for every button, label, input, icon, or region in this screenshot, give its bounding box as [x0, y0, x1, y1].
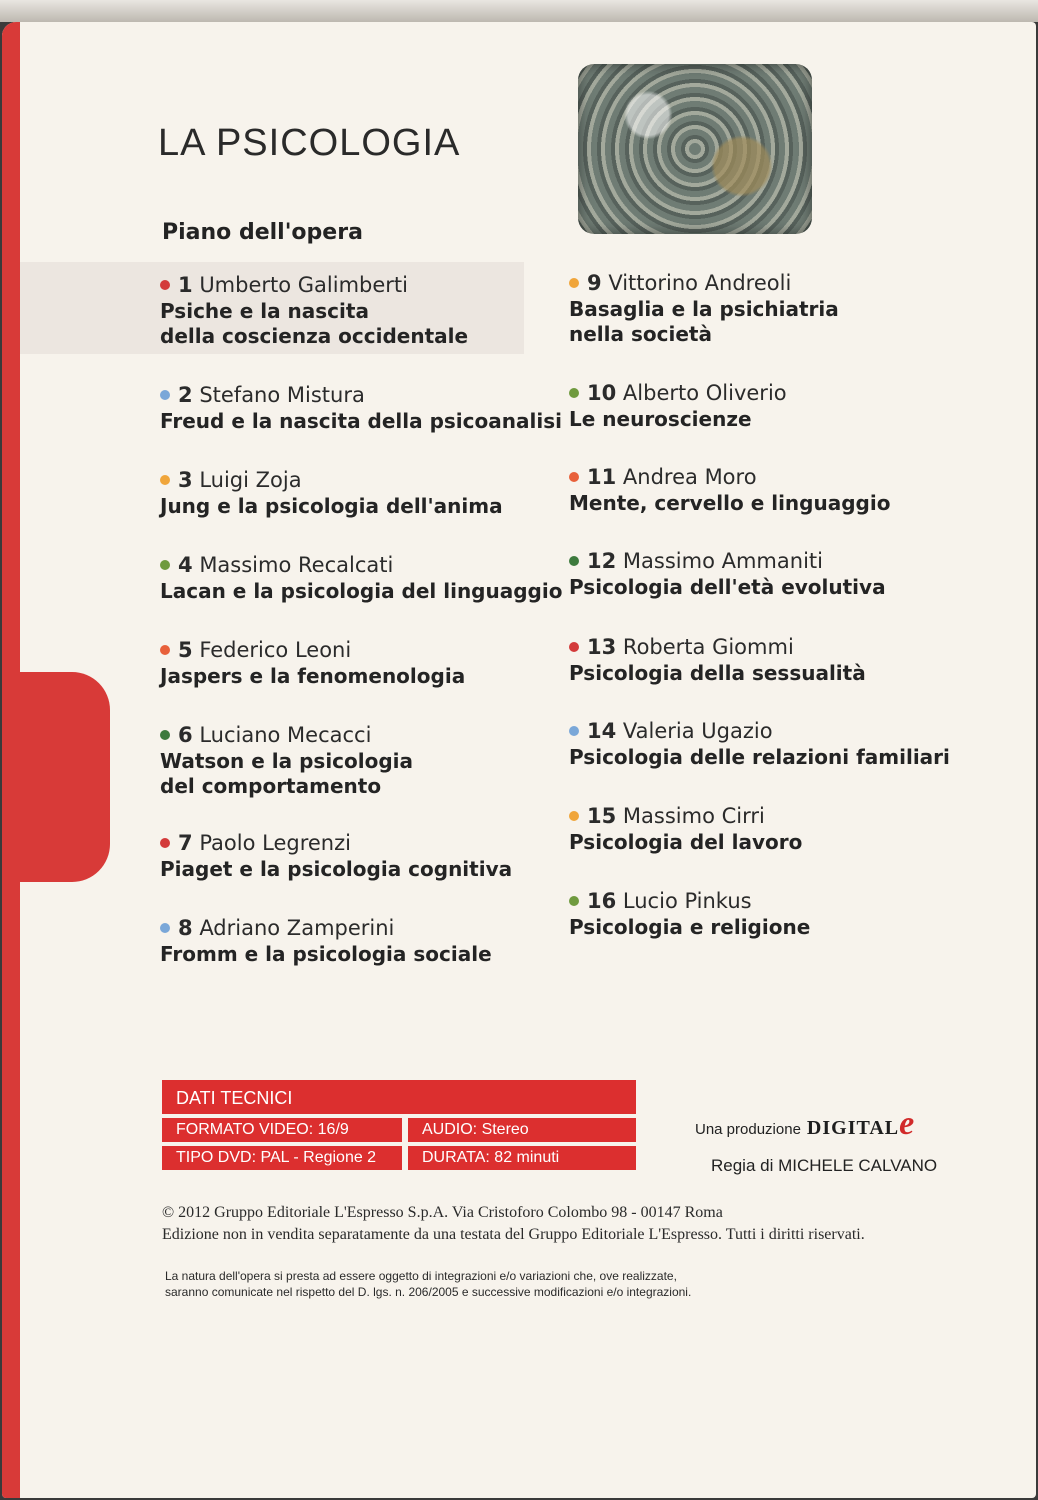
technical-data-row — [162, 1146, 636, 1170]
bullet-dot-icon — [160, 923, 170, 933]
volume-entry — [160, 467, 503, 519]
volume-entry — [160, 830, 512, 882]
hologram-seal — [578, 64, 812, 234]
volume-title: Jung e la psicologia dell'anima — [160, 494, 503, 518]
volume-entry — [569, 548, 886, 600]
volume-title: Psiche e la nascita — [160, 299, 369, 323]
bullet-dot-icon — [569, 556, 579, 566]
volume-number: 13 — [587, 635, 617, 659]
volume-title: nella società — [569, 322, 712, 346]
volume-heading — [160, 272, 468, 299]
volume-heading — [160, 722, 413, 749]
volume-author: Luigi Zoja — [199, 468, 302, 492]
volume-title: Mente, cervello e linguaggio — [569, 491, 891, 515]
volume-title: Psicologia e religione — [569, 915, 811, 939]
volume-entry — [569, 380, 787, 432]
volume-number: 11 — [587, 465, 617, 489]
case-top-edge — [0, 0, 1038, 22]
volume-entry — [160, 552, 562, 604]
legal-line: saranno comunicate nel rispetto del D. lgs. n. 206/2005 e successive modificazioni e/o integrazioni. — [165, 1285, 692, 1299]
bullet-dot-icon — [160, 560, 170, 570]
volume-number: 7 — [178, 831, 193, 855]
volume-number: 15 — [587, 804, 617, 828]
volume-entry — [160, 382, 562, 434]
volume-title: Freud e la nascita della psicoanalisi — [160, 409, 562, 433]
volume-heading — [160, 637, 465, 664]
volume-author: Valeria Ugazio — [622, 719, 773, 743]
bullet-dot-icon — [160, 390, 170, 400]
volume-author: Massimo Ammaniti — [622, 549, 823, 573]
technical-data — [162, 1080, 636, 1170]
volume-entry — [569, 718, 950, 770]
volume-entry — [569, 270, 839, 347]
digitale-logo — [807, 1105, 915, 1143]
volume-heading — [160, 915, 492, 942]
volume-number: 10 — [587, 381, 617, 405]
volume-number: 1 — [178, 273, 193, 297]
page-title: LA PSICOLOGIA — [158, 122, 461, 164]
bullet-dot-icon — [569, 388, 579, 398]
volume-entry — [569, 888, 810, 940]
volume-title: Watson e la psicologia — [160, 749, 414, 773]
bullet-dot-icon — [569, 726, 579, 736]
volume-title: Basaglia e la psichiatria — [569, 297, 839, 321]
volume-author: Massimo Recalcati — [199, 553, 394, 577]
video-format: FORMATO VIDEO: 16/9 — [162, 1118, 402, 1142]
bullet-dot-icon — [160, 280, 170, 290]
director-credit: Regia di MICHELE CALVANO — [711, 1156, 938, 1175]
volume-number: 3 — [178, 468, 193, 492]
bullet-dot-icon — [569, 642, 579, 652]
volume-entry — [160, 722, 413, 799]
volume-entry — [569, 464, 890, 516]
volume-entry — [569, 803, 802, 855]
volume-entry — [160, 637, 465, 689]
volume-heading — [160, 830, 512, 857]
bullet-dot-icon — [160, 838, 170, 848]
legal-line: La natura dell'opera si presta ad essere oggetto di integrazioni e/o variazioni che, ove realizzate, — [165, 1269, 677, 1283]
volume-author: Adriano Zamperini — [199, 916, 395, 940]
bullet-dot-icon — [160, 645, 170, 655]
production-credit — [695, 1105, 915, 1143]
dvd-back-cover — [2, 22, 1036, 1498]
volume-heading — [569, 718, 950, 745]
volume-author: Andrea Moro — [622, 465, 757, 489]
bullet-dot-icon — [160, 475, 170, 485]
volume-number: 16 — [587, 889, 617, 913]
volume-author: Umberto Galimberti — [199, 273, 408, 297]
logo-accent: e — [899, 1105, 916, 1142]
volume-heading — [569, 888, 810, 915]
duration: DURATA: 82 minuti — [408, 1146, 636, 1170]
volume-number: 14 — [587, 719, 617, 743]
copyright-notice — [162, 1202, 865, 1246]
volume-entry — [569, 634, 866, 686]
volume-heading — [160, 467, 503, 494]
volume-heading — [569, 548, 886, 575]
bullet-dot-icon — [569, 278, 579, 288]
volume-title: Psicologia delle relazioni familiari — [569, 745, 950, 769]
dvd-type: TIPO DVD: PAL - Regione 2 — [162, 1146, 402, 1170]
volume-title: Fromm e la psicologia sociale — [160, 942, 492, 966]
production-label: Una produzione — [695, 1121, 801, 1138]
volume-heading — [160, 552, 562, 579]
section-title: Piano dell'opera — [162, 220, 363, 245]
volume-title: Jaspers e la fenomenologia — [160, 664, 466, 688]
bullet-dot-icon — [569, 472, 579, 482]
volume-author: Lucio Pinkus — [622, 889, 752, 913]
volume-author: Federico Leoni — [199, 638, 352, 662]
volume-heading — [160, 382, 562, 409]
volume-heading — [569, 803, 802, 830]
copyright-line: Edizione non in vendita separatamente da una testata del Gruppo Editoriale L'Espresso. Tutti i diritti riservati. — [162, 1226, 865, 1243]
volume-entry — [160, 272, 468, 349]
volume-number: 12 — [587, 549, 617, 573]
volume-number: 4 — [178, 553, 193, 577]
volume-number: 6 — [178, 723, 193, 747]
volume-author: Luciano Mecacci — [199, 723, 372, 747]
volume-number: 8 — [178, 916, 193, 940]
volume-author: Massimo Cirri — [622, 804, 765, 828]
volume-title: Lacan e la psicologia del linguaggio — [160, 579, 563, 603]
volume-title: Psicologia dell'età evolutiva — [569, 575, 886, 599]
volume-title: Le neuroscienze — [569, 407, 752, 431]
volume-title: Piaget e la psicologia cognitiva — [160, 857, 513, 881]
red-tab — [2, 672, 110, 882]
legal-notice — [165, 1268, 691, 1300]
volume-number: 9 — [587, 271, 602, 295]
bullet-dot-icon — [569, 811, 579, 821]
bullet-dot-icon — [160, 730, 170, 740]
volume-author: Roberta Giommi — [622, 635, 794, 659]
volume-title: Psicologia della sessualità — [569, 661, 866, 685]
volume-number: 2 — [178, 383, 193, 407]
bullet-dot-icon — [569, 896, 579, 906]
volume-author: Alberto Oliverio — [622, 381, 787, 405]
volume-author: Paolo Legrenzi — [199, 831, 351, 855]
volume-heading — [569, 270, 839, 297]
volume-author: Stefano Mistura — [199, 383, 365, 407]
volume-heading — [569, 634, 866, 661]
audio-format: AUDIO: Stereo — [408, 1118, 636, 1142]
volume-title: del comportamento — [160, 774, 382, 798]
volume-heading — [569, 380, 787, 407]
volume-title: Psicologia del lavoro — [569, 830, 803, 854]
technical-data-row — [162, 1118, 636, 1142]
volume-author: Vittorino Andreoli — [608, 271, 792, 295]
volume-entry — [160, 915, 492, 967]
technical-data-header: DATI TECNICI — [162, 1080, 636, 1114]
volume-heading — [569, 464, 890, 491]
logo-text: DIGITAL — [806, 1117, 900, 1139]
volume-number: 5 — [178, 638, 193, 662]
volume-title: della coscienza occidentale — [160, 324, 469, 348]
copyright-line: © 2012 Gruppo Editoriale L'Espresso S.p.A. Via Cristoforo Colombo 98 - 00147 Roma — [162, 1204, 723, 1221]
